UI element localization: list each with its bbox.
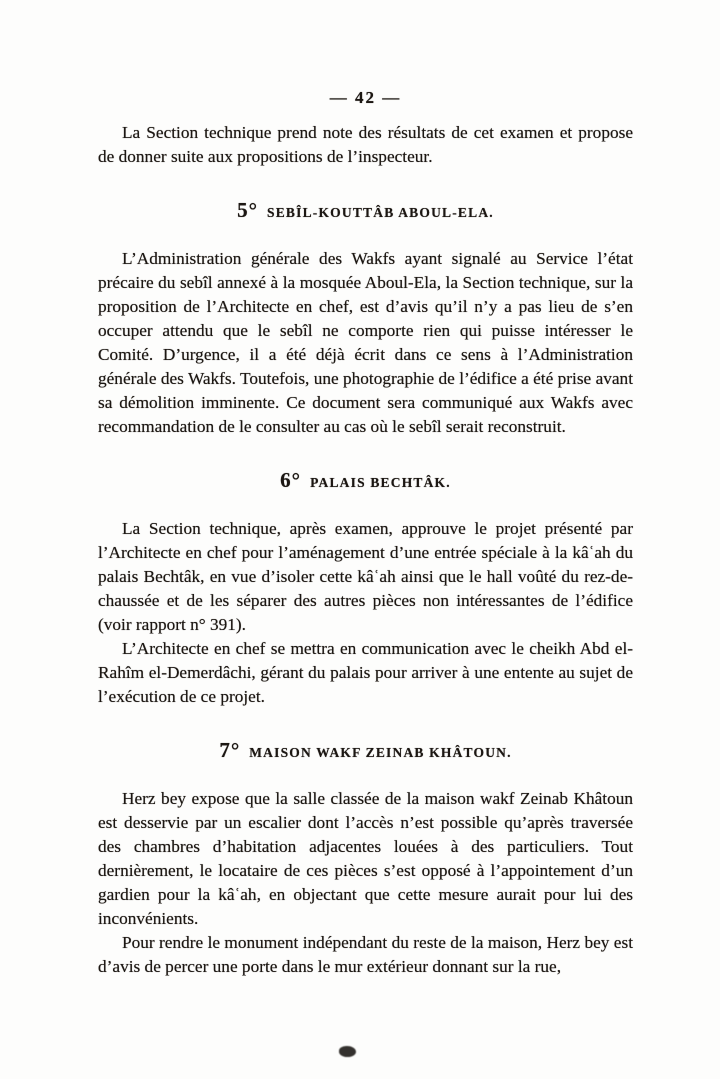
section-6-paragraph-1: La Section technique, après examen, approuve le projet présenté par l’Architecte en chef pour l’aménagement d’une entrée spéciale à la kâʿah du palais Bechtâk, en vue d’isoler cette kâʿah ainsi que le hall voûté du rez-de-chaussée et de les séparer des autres pièces non intéressantes de l’édifice (voir rapport n° 391). [98, 519, 633, 634]
section-title: SEBÎL-KOUTTÂB ABOUL-ELA. [267, 205, 494, 220]
section-5-paragraph: L’Administration générale des Wakfs ayant signalé au Service l’état précaire du sebîl annexé à la mosquée Aboul-Ela, la Section technique, sur la proposition de l’Architecte en chef, est d’avis qu’il n’y a pas lieu de s’en occuper attendu que le sebîl ne comporte rien qui puisse intéresser le Comité. D’urgence, il a été déjà écrit dans ce sens à l’Administration générale des Wakfs. Toutefois, une photographie de l’édifice a été prise avant sa démolition imminente. Ce document sera communiqué aux Wakfs avec recommandation de le consulter au cas où le sebîl serait reconstruit. [98, 249, 633, 436]
section-6-paragraph-2: L’Architecte en chef se mettra en communication avec le cheikh Abd el-Rahîm el-Demerdâchi, gérant du palais pour arriver à une entente au sujet de l’exécution de ce projet. [98, 639, 633, 706]
section-7-paragraph-1: Herz bey expose que la salle classée de la maison wakf Zeinab Khâtoun est desservie par un escalier dont l’accès n’est possible qu’après traversée des chambres d’habitation adjacentes louées à des particuliers. Tout dernièrement, le locataire de ces pièces s’est opposé à l’appointement d’un gardien pour la kâʿah, en objectant que cette mesure aurait pour lui des inconvénients. [98, 789, 633, 928]
text-block [98, 121, 633, 979]
page-number: — 42 — [329, 88, 402, 107]
section-number: 6° [280, 468, 302, 492]
section-heading-5 [98, 197, 633, 226]
section-7-paragraph-2: Pour rendre le monument indépendant du reste de la maison, Herz bey est d’avis de percer une porte dans le mur extérieur donnant sur la rue, [98, 933, 633, 976]
section-number: 7° [219, 738, 241, 762]
section-number: 5° [237, 198, 259, 222]
section-title: MAISON WAKF ZEINAB KHÂTOUN. [249, 745, 512, 760]
section-heading-6 [98, 467, 633, 496]
section-title: PALAIS BECHTÂK. [310, 475, 451, 490]
intro-paragraph: La Section technique prend note des résultats de cet examen et propose de donner suite aux propositions de l’inspecteur. [98, 123, 633, 166]
scan-ink-smudge [339, 1046, 356, 1057]
section-heading-7 [98, 737, 633, 766]
